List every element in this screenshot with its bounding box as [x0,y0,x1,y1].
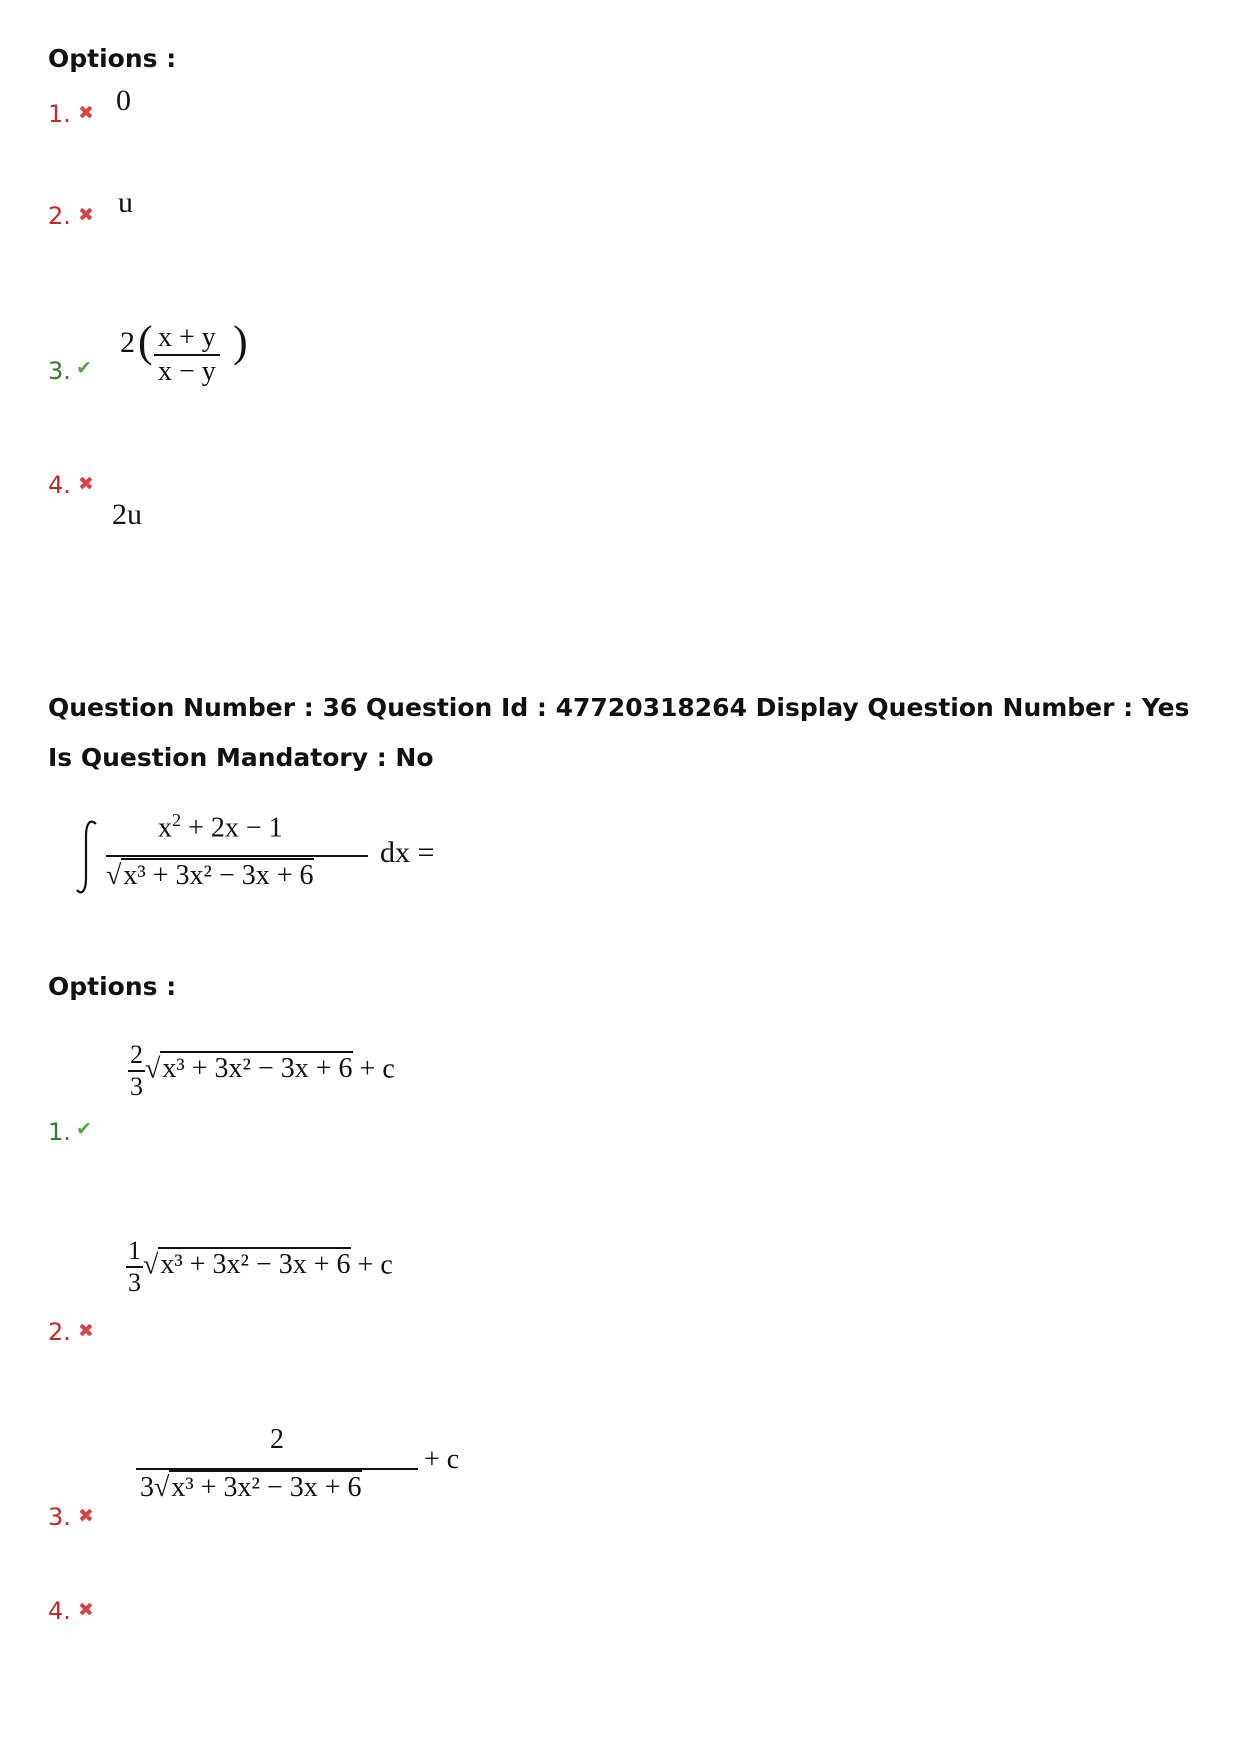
option-number: 3. [48,357,71,385]
option-denominator: 3√x³ + 3x² − 3x + 6 [140,1472,362,1503]
option-number: 3. [48,1503,71,1531]
option-number: 4. [48,1597,71,1625]
option-number: 1. [48,1118,71,1146]
options-label: Options : [48,972,177,1001]
question-header: Question Number : 36 Question Id : 47720318264 Display Question Number : Yes Is Question Mandatory : No [48,693,1190,772]
integral-denominator: √x³ + 3x² − 3x + 6 [106,860,314,891]
right-paren: ) [233,317,248,366]
option-number: 2. [48,202,71,230]
integral-numerator: $x^2 + 2x - 1$ [158,810,283,844]
wrong-mark-icon: ✖ [78,102,94,124]
wrong-mark-icon: ✖ [78,1505,94,1527]
wrong-mark-icon: ✖ [78,204,94,226]
option-content: 2u [112,498,142,531]
left-paren: ( [138,317,153,366]
wrong-mark-icon: ✖ [78,1599,94,1621]
option-tail: + c [424,1444,460,1475]
fraction-xy: $\frac{x + y}{x - y}$ [154,322,220,388]
options-label: Options : [48,44,177,73]
option-content: 0 [116,84,131,117]
integral-suffix: dx = [380,836,435,869]
option-number: 4. [48,471,71,499]
fraction-bar [106,855,368,857]
option-numerator: 2 [270,1424,284,1455]
option-content: $\frac{2}{3}$ √x³ + 3x² − 3x + 6 + c [130,1040,395,1101]
wrong-mark-icon: ✖ [78,1320,94,1342]
option-number: 1. [48,100,71,128]
option-content-two: 2 [120,326,135,359]
option-content: $\frac{1}{3}$ √x³ + 3x² − 3x + 6 + c [128,1236,393,1297]
check-mark-icon: ✔ [76,1118,92,1140]
integral-sign-icon [74,818,100,896]
wrong-mark-icon: ✖ [78,473,94,495]
option-number: 2. [48,1318,71,1346]
check-mark-icon: ✔ [76,357,92,379]
option-content: u [118,186,133,219]
